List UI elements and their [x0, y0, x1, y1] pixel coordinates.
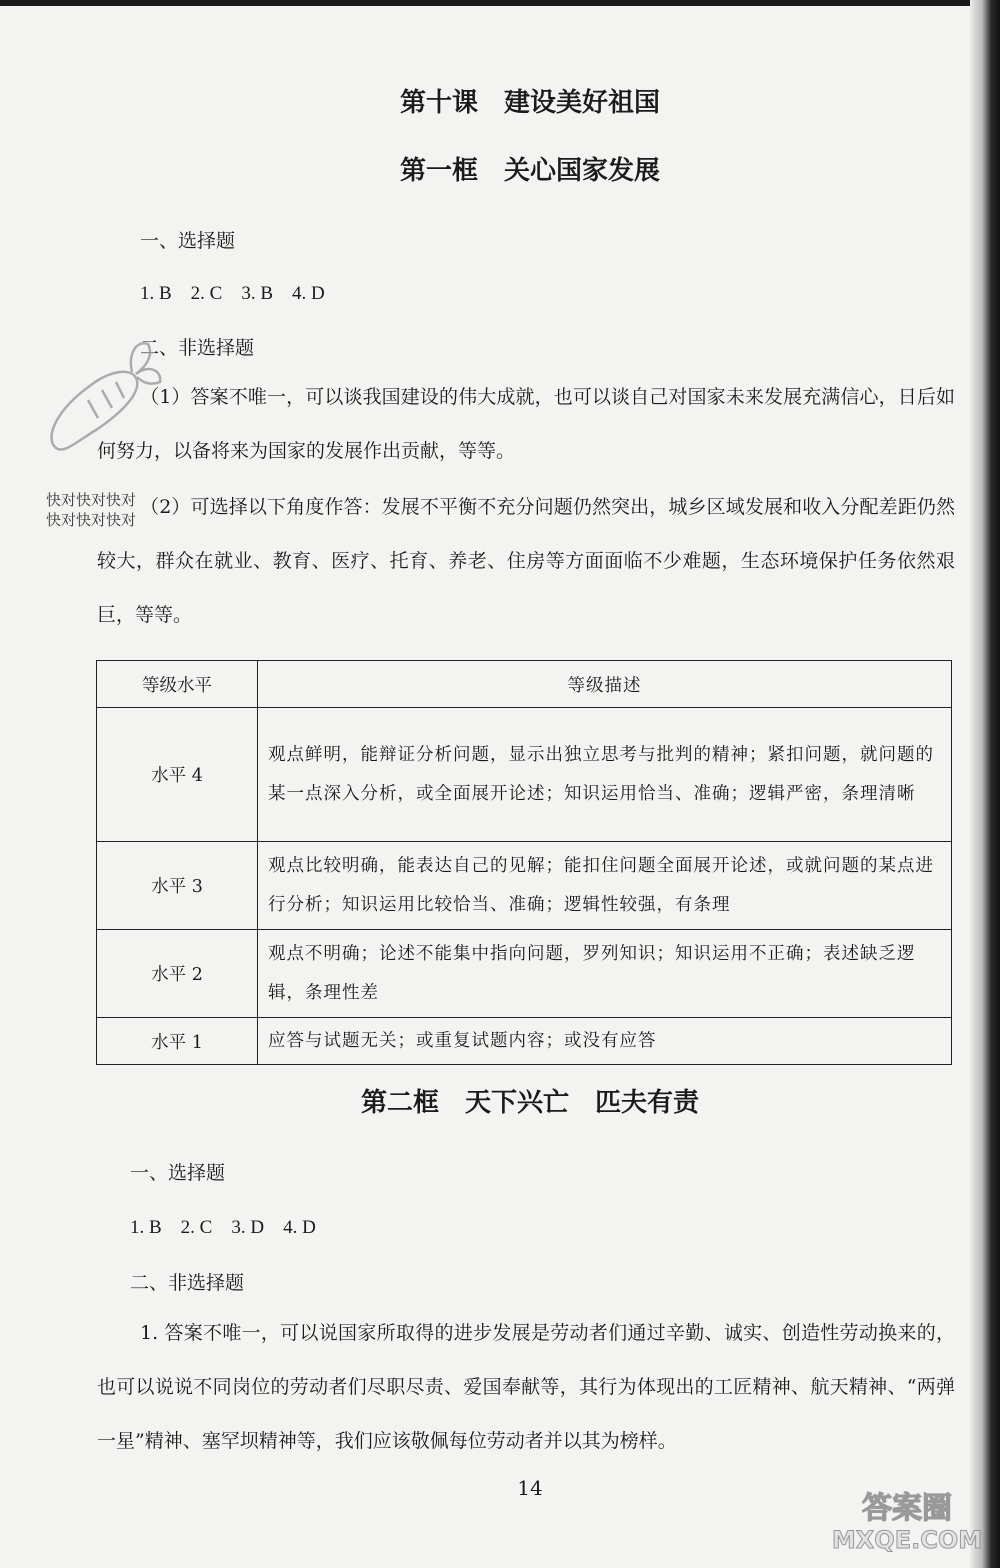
watermark-text: 快对快对快对 快对快对快对 — [46, 491, 137, 529]
section1-q2-paragraph: （2）可选择以下角度作答：发展不平衡不充分问题仍然突出，城乡区域发展和收入分配差距仍然较大，群众在就业、教育、医疗、托育、养老、住房等方面面临不少难题，生态环境保护任务依然艰巨，等等。 — [97, 496, 955, 626]
table-row — [97, 1018, 952, 1065]
top-border — [0, 0, 1000, 6]
section1-mc-heading: 一、选择题 — [140, 230, 236, 252]
lesson-title: 第十课 建设美好祖国 — [399, 88, 660, 118]
carrot-watermark-icon — [36, 330, 166, 460]
table-cell-description: 观点比较明确，能表达自己的见解；能扣住问题全面展开论述，或就问题的某点进行分析；知识运用比较恰当、准确；逻辑性较强，有条理 — [258, 842, 952, 930]
section2-nmc-heading: 二、非选择题 — [130, 1272, 245, 1294]
table-cell-level: 水平 3 — [97, 842, 258, 930]
section1-mc-answers: 1. B 2. C 3. B 4. D — [140, 283, 325, 304]
table-cell-description: 观点不明确；论述不能集中指向问题，罗列知识；知识运用不正确；表述缺乏逻辑，条理性差 — [258, 930, 952, 1018]
table-cell-level: 水平 2 — [97, 930, 258, 1018]
table-row — [97, 930, 952, 1018]
page-number: 14 — [517, 1476, 543, 1500]
table-cell-level: 水平 1 — [97, 1018, 258, 1065]
page-edge-shadow — [970, 0, 1000, 1568]
section2-title: 第二框 天下兴亡 匹夫有责 — [360, 1088, 699, 1118]
table-row — [97, 842, 952, 930]
table-header-description: 等级描述 — [258, 661, 952, 708]
table-header-row — [97, 661, 952, 708]
section2-mc-answers: 1. B 2. C 3. D 4. D — [130, 1217, 316, 1238]
svg-text:MXQE.COM: MXQE.COM — [832, 1526, 982, 1554]
table-row — [97, 708, 952, 842]
table-header-level: 等级水平 — [97, 661, 258, 708]
section1-q1-paragraph: （1）答案不唯一，可以谈我国建设的伟大成就，也可以谈自己对国家未来发展充满信心，日后如何努力，以备将来为国家的发展作出贡献，等等。 — [97, 386, 955, 462]
table-cell-level: 水平 4 — [97, 708, 258, 842]
grading-table — [96, 660, 952, 1065]
section1-title: 第一框 关心国家发展 — [399, 156, 660, 186]
section2-mc-heading: 一、选择题 — [130, 1162, 226, 1184]
table-cell-description: 观点鲜明，能辩证分析问题，显示出独立思考与批判的精神；紧扣问题，就问题的某一点深入分析，或全面展开论述；知识运用恰当、准确；逻辑严密，条理清晰 — [258, 708, 952, 842]
answer-site-logo — [832, 1484, 982, 1554]
svg-text:答案圈: 答案圈 — [862, 1491, 952, 1526]
section2-q1-paragraph: 1. 答案不唯一，可以说国家所取得的进步发展是劳动者们通过辛勤、诚实、创造性劳动换来的，也可以说说不同岗位的劳动者们尽职尽责、爱国奉献等，其行为体现出的工匠精神、航天精神、“两弹一星”精神、塞罕坝精神等，我们应该敬佩每位劳动者并以其为榜样。 — [97, 1322, 955, 1452]
section1-nmc-heading: 二、非选择题 — [140, 337, 255, 359]
table-cell-description: 应答与试题无关；或重复试题内容；或没有应答 — [258, 1018, 952, 1065]
